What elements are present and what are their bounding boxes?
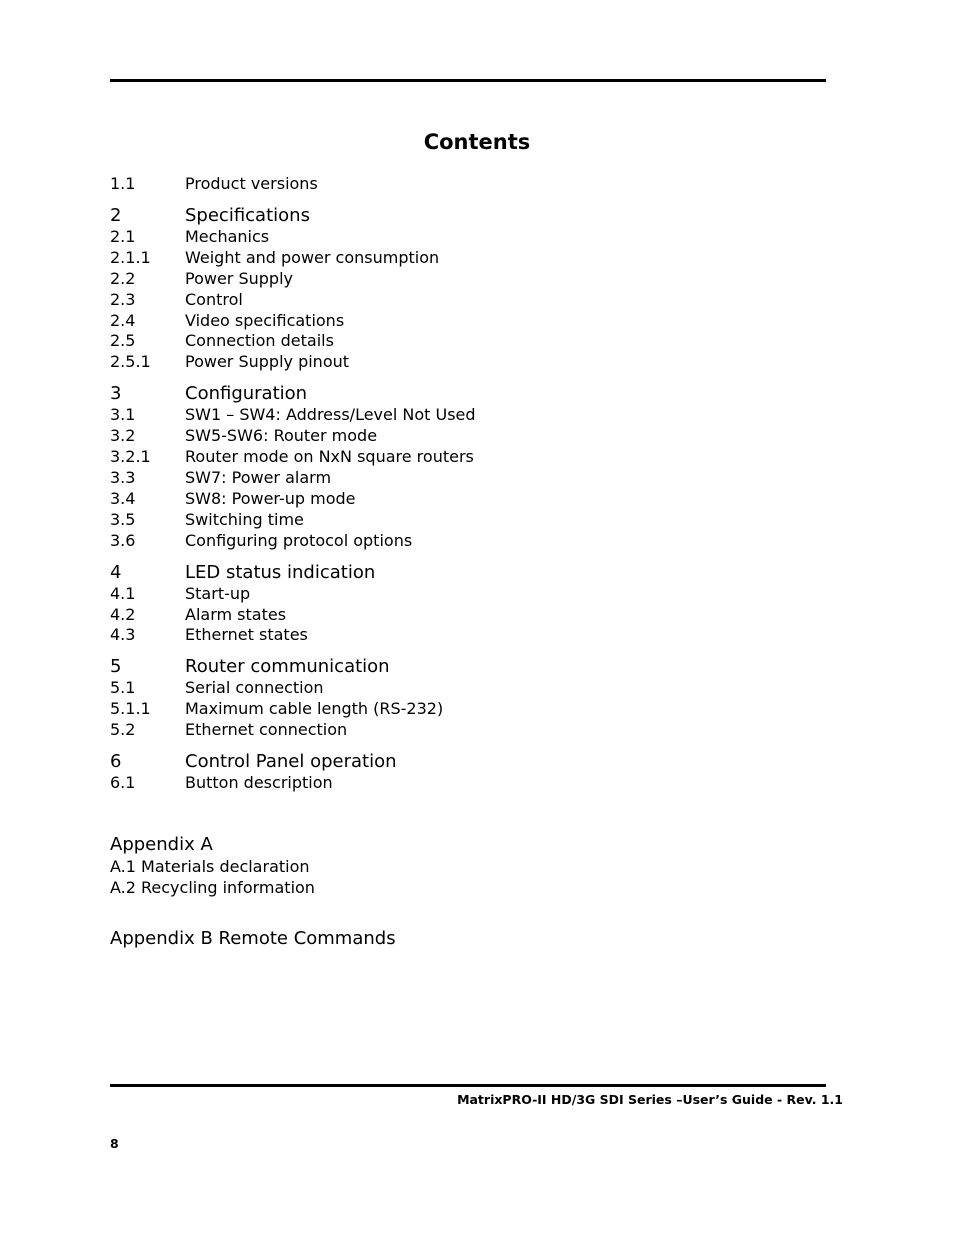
toc-entry[interactable] (110, 468, 830, 489)
toc-entry-label: Specifications (185, 204, 310, 226)
toc-entry[interactable] (110, 510, 830, 531)
toc-entry[interactable] (110, 605, 830, 626)
toc-entry[interactable] (110, 311, 830, 332)
toc-entry[interactable] (110, 352, 830, 373)
toc-entry-number: 2.2 (110, 268, 136, 288)
toc-entry-label: Configuration (185, 383, 308, 405)
toc-entry-number: 5.1 (110, 678, 136, 698)
appendix-b-heading: Appendix B Remote Commands (110, 928, 396, 949)
toc-entry-label: Router mode on NxN square routers (185, 447, 474, 467)
toc-entry-label: Control (185, 289, 243, 309)
toc-entry-label: Configuring protocol options (185, 530, 413, 550)
toc-entry-label: LED status indication (185, 561, 376, 583)
footer-rule (110, 1084, 826, 1087)
toc-entry[interactable] (110, 678, 830, 699)
toc-entry-label: Video specifications (185, 310, 345, 330)
toc-entry-label: SW1 – SW4: Address/Level Not Used (185, 405, 476, 425)
toc-entry-number: 2 (110, 204, 122, 226)
appendix-a-heading: Appendix A (110, 834, 213, 855)
toc-entry-number: 1.1 (110, 174, 136, 193)
toc-entry-number: 4 (110, 561, 122, 583)
toc-entry-label: Power Supply (185, 268, 293, 288)
toc-entry-label: Maximum cable length (RS-232) (185, 699, 444, 719)
toc-entry[interactable] (110, 584, 830, 605)
toc-entry-number: 2.4 (110, 310, 136, 330)
table-of-contents (110, 173, 830, 794)
appendix-b-section (110, 928, 396, 950)
toc-entry[interactable] (110, 625, 830, 646)
toc-entry-number: 3.2.1 (110, 447, 151, 467)
toc-entry-label: Serial connection (185, 678, 324, 698)
appendix-a-section (110, 834, 315, 898)
toc-entry-number: 3.5 (110, 509, 136, 529)
page-number: 8 (110, 1136, 119, 1151)
toc-entry-label: Switching time (185, 509, 304, 529)
toc-entry-number: 2.3 (110, 289, 136, 309)
toc-entry-number: 3.2 (110, 426, 136, 446)
toc-entry[interactable] (110, 720, 830, 741)
toc-entry[interactable] (110, 531, 830, 552)
toc-entry-label: SW7: Power alarm (185, 467, 332, 487)
toc-entry-number: 4.2 (110, 604, 136, 624)
toc-entry-number: 2.1.1 (110, 247, 151, 267)
toc-entry[interactable] (110, 205, 830, 227)
toc-entry-number: 6 (110, 751, 122, 773)
toc-entry-number: 4.1 (110, 583, 136, 603)
toc-entry-label: Router communication (185, 656, 390, 678)
toc-entry-label: Control Panel operation (185, 751, 397, 773)
toc-entry-number: 2.1 (110, 226, 136, 246)
toc-entry-label: Button description (185, 773, 333, 793)
toc-entry-number: 3.6 (110, 530, 136, 550)
toc-entry-number: 3 (110, 383, 122, 405)
toc-entry-label: Ethernet connection (185, 720, 348, 740)
toc-entry[interactable] (110, 447, 830, 468)
appendix-a-item: A.2 Recycling information (110, 878, 315, 897)
toc-entry-number: 5.1.1 (110, 699, 151, 719)
toc-entry[interactable] (110, 248, 830, 269)
toc-entry-label: Alarm states (185, 604, 287, 624)
toc-entry[interactable] (110, 751, 830, 773)
toc-entry[interactable] (110, 426, 830, 447)
toc-entry[interactable] (110, 656, 830, 678)
toc-entry[interactable] (110, 174, 830, 195)
header-rule (110, 79, 826, 82)
toc-entry-number: 3.1 (110, 405, 136, 425)
toc-entry[interactable] (110, 405, 830, 426)
footer-document-title: MatrixPRO-II HD/3G SDI Series –User’s Guide - Rev. 1.1 (457, 1092, 843, 1107)
toc-entry-label: SW8: Power-up mode (185, 488, 356, 508)
toc-entry[interactable] (110, 489, 830, 510)
toc-entry-label: Ethernet states (185, 625, 308, 645)
toc-entry-label: Power Supply pinout (185, 352, 350, 372)
toc-entry[interactable] (110, 290, 830, 311)
toc-entry-label: Start-up (185, 583, 251, 603)
toc-entry-label: SW5-SW6: Router mode (185, 426, 378, 446)
page-title: Contents (423, 130, 531, 154)
toc-entry[interactable] (110, 383, 830, 405)
toc-entry-number: 2.5.1 (110, 352, 151, 372)
toc-entry-number: 5.2 (110, 720, 136, 740)
toc-entry-number: 3.4 (110, 488, 136, 508)
toc-entry-number: 4.3 (110, 625, 136, 645)
toc-entry-number: 5 (110, 656, 122, 678)
toc-entry-label: Weight and power consumption (185, 247, 440, 267)
toc-entry-number: 3.3 (110, 467, 136, 487)
toc-entry[interactable] (110, 562, 830, 584)
toc-entry-number: 6.1 (110, 773, 136, 793)
toc-entry[interactable] (110, 269, 830, 290)
toc-entry[interactable] (110, 331, 830, 352)
toc-entry-label: Product versions (185, 174, 318, 193)
appendix-a-item: A.1 Materials declaration (110, 857, 310, 876)
toc-entry[interactable] (110, 227, 830, 248)
toc-entry-number: 2.5 (110, 331, 136, 351)
toc-entry-label: Connection details (185, 331, 334, 351)
toc-entry[interactable] (110, 699, 830, 720)
toc-entry[interactable] (110, 773, 830, 794)
toc-entry-label: Mechanics (185, 226, 270, 246)
